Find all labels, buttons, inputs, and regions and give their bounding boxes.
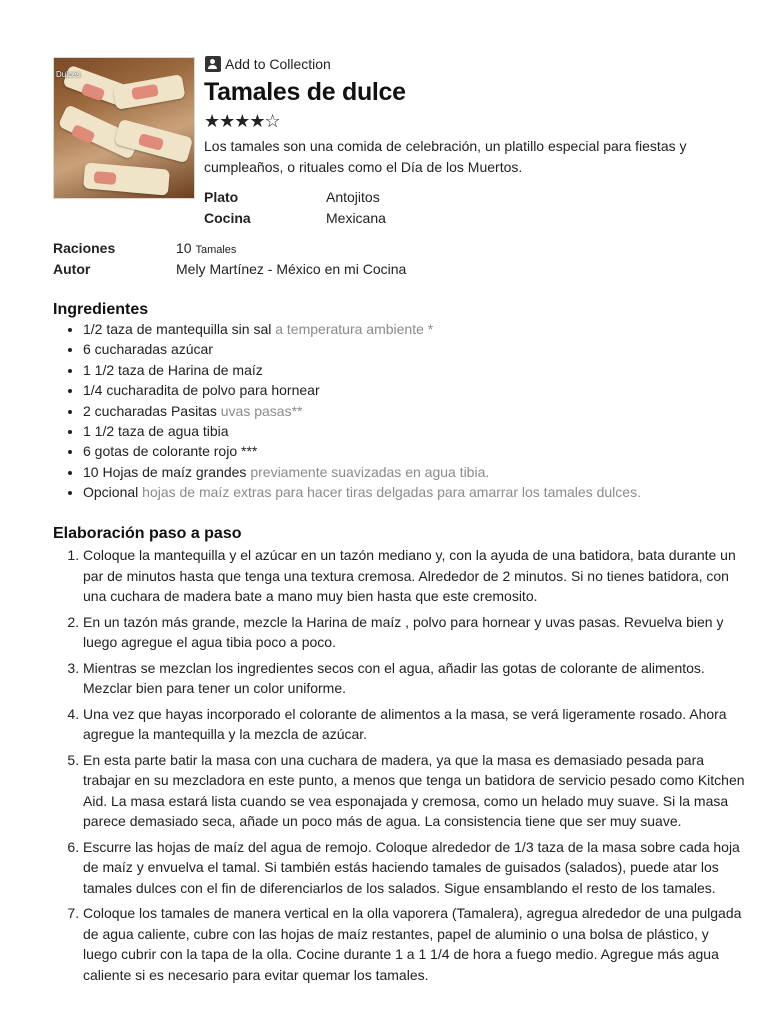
ingredient-item: • 6 gotas de colorante rojo ***	[83, 441, 743, 461]
ingredient-item: • 1 1/2 taza de Harina de maíz	[83, 360, 743, 380]
instruction-step: 7. Coloque los tamales de manera vertical en la olla vaporera (Tamalera), agregua alrededor de una pulgada de agua caliente, cubre con las hojas de maíz restantes, papel de aluminio o una bolsa de plástico, y luego cubrir con la tapa de la olla. Cocine durante 1 a 1 1/4 de hora a fuego medio. Agregue más agua caliente si es necesario para evitar quemar los tamales.	[83, 903, 745, 985]
ingredient-item: • 1 1/2 taza de agua tibia	[83, 421, 743, 441]
servings-value	[176, 238, 236, 260]
ingredient-item: • 1/4 cucharadita de polvo para hornear	[83, 380, 743, 400]
instructions-list	[53, 545, 745, 990]
meta-cuisine	[204, 208, 251, 228]
servings-label: Raciones	[53, 240, 116, 256]
ingredients-heading: Ingredientes	[53, 301, 149, 318]
instruction-step: 1. Coloque la mantequilla y el azúcar en un tazón mediano y, con la ayuda de una batidora, bata durante un par de minutos hasta que tenga una textura cremosa. Alrededor de 2 minutos. Si no tienes batidora, con una cuchara de madera bate a mano muy bien hasta que este cremosito.	[83, 545, 745, 607]
author-value: Mely Martínez - México en mi Cocina	[176, 261, 407, 277]
collection-icon	[205, 56, 221, 72]
author-label: Autor	[53, 261, 91, 277]
recipe-photo	[53, 57, 195, 199]
course-value: Antojitos	[326, 189, 380, 205]
meta-course	[204, 187, 238, 207]
course-label: Plato	[204, 189, 239, 205]
meta-author	[53, 259, 90, 279]
ingredient-item: • 10 Hojas de maíz grandes previamente suavizadas en agua tibia.	[83, 462, 743, 482]
cuisine-value: Mexicana	[326, 210, 386, 226]
instruction-step: 3. Mientras se mezclan los ingredientes secos con el agua, añadir las gotas de colorante de alimentos. Mezclar bien para tener un color uniforme.	[83, 658, 745, 699]
instruction-step: 2. En un tazón más grande, mezcle la Harina de maíz , polvo para hornear y uvas pasas. Revuelva bien y luego agregue el agua tibia poco a poco.	[83, 612, 745, 653]
ingredient-item: • 1/2 taza de mantequilla sin sal a temperatura ambiente *	[83, 319, 743, 339]
recipe-summary: Los tamales son una comida de celebración, un platillo especial para fiestas y cumpleaños, o rituales como el Día de los Muertos.	[204, 138, 687, 175]
ingredient-item: • 6 cucharadas azúcar	[83, 339, 743, 359]
instruction-step: 5. En esta parte batir la masa con una cuchara de madera, ya que la masa es demasiado pesada para trabajar en su mezcladora en este punto, a menos que tenga un batidora de servicio pesado como Kitchen Aid. La masa estará lista cuando se vea esponajada y cremosa, como un helado muy suave. Si la masa parece demasiado seca, añade un poco más de agua. La consistencia tiene que ser muy suave.	[83, 750, 745, 832]
ingredient-item: • 2 cucharadas Pasitas uvas pasas**	[83, 401, 743, 421]
meta-servings	[53, 238, 115, 258]
add-to-collection-label: Add to Collection	[225, 56, 331, 72]
instruction-step: 6. Escurre las hojas de maíz del agua de remojo. Coloque alrededor de 1/3 taza de la masa sobre cada hoja de maíz y envuelva el tamal. Si también estás haciendo tamales de guisados (salados), puede atar los tamales dulces con el fin de diferenciarlos de los salados. Sigue ensamblando el resto de los tamales.	[83, 837, 745, 899]
servings-unit: Tamales	[195, 244, 237, 256]
cuisine-label: Cocina	[204, 210, 251, 226]
instruction-step: 4. Una vez que hayas incorporado el colorante de alimentos a la masa, se verá ligeramente rosado. Ahora agregue la mantequilla y la mezcla de azúcar.	[83, 704, 745, 745]
ingredients-list	[53, 319, 743, 503]
instructions-heading: Elaboración paso a paso	[53, 525, 242, 542]
add-to-collection-button[interactable]	[205, 55, 331, 73]
ingredient-item: • Opcional hojas de maíz extras para hacer tiras delgadas para amarrar los tamales dulces.	[83, 482, 743, 502]
recipe-title: Tamales de dulce	[204, 78, 406, 106]
photo-caption: Dulces	[56, 70, 81, 79]
star-rating[interactable]: ★★★★☆	[204, 111, 280, 131]
servings-number[interactable]: 10	[176, 240, 192, 256]
